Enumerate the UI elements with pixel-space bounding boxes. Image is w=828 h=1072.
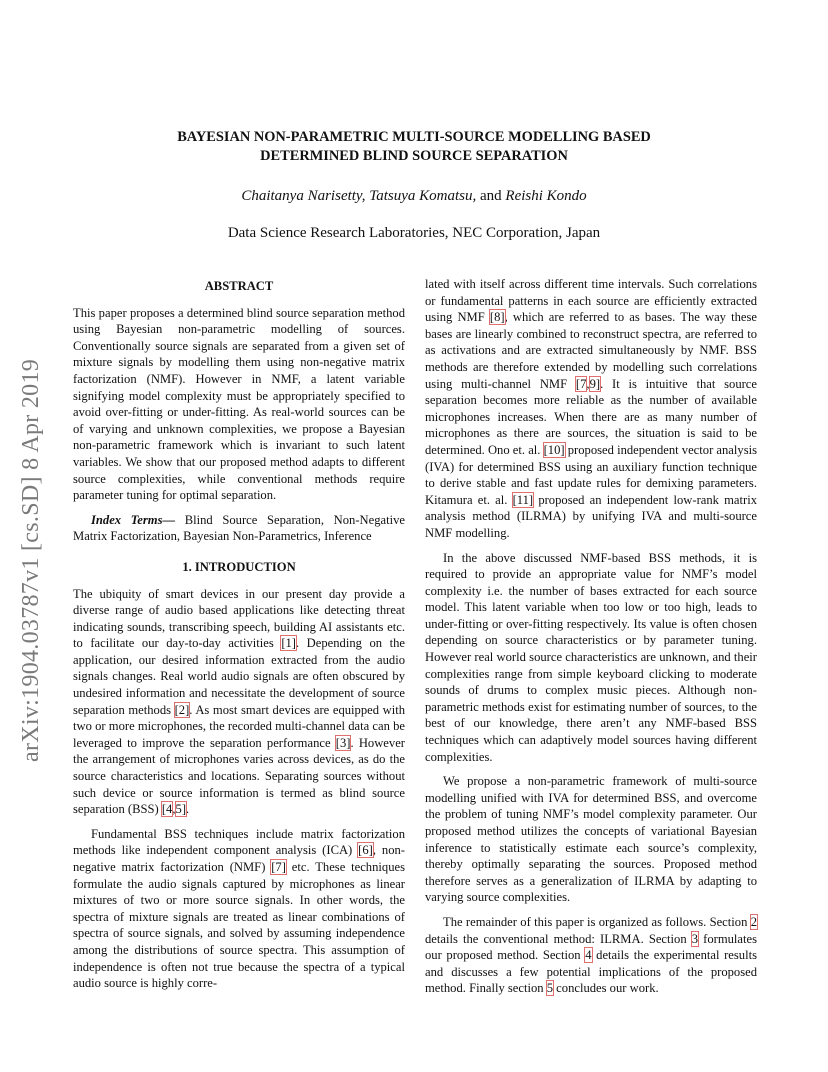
affiliation: Data Science Research Laboratories, NEC Corporation, Japan	[227, 225, 601, 241]
section-link[interactable]: 4	[585, 948, 592, 963]
citation-link[interactable]: [2]	[174, 702, 190, 717]
author-conjunction: and	[476, 188, 506, 204]
intro-paragraph-2: Fundamental BSS techniques include matrix factorization methods like independent component analysis (ICA) [6], non-negative matrix factorization (NMF) [7] etc. These techniques formulate the audio signals captured by microphones as linear mixtures of two or more source signals. In other words, the spectra of mixture signals are treated as linear combinations of spectra of source signals, and solved by assuming independence among the distributions of source spectra. This assumption of independence is often not true because the spectra of a typical audio source is highly corre-	[73, 826, 405, 991]
intro-heading: 1. INTRODUCTION	[182, 559, 296, 574]
index-terms-text: Blind Source Separation, Non-Negative Matrix Factorization, Bayesian Non-Parametrics, Inference	[73, 512, 405, 544]
intro-paragraph-1: The ubiquity of smart devices in our present day provide a diverse range of audio based applications like detecting threat indicating sounds, transcribing speech, building AI assistants etc. to facilitate our day-to-day activities [1]. Depending on the application, our desired information extracted from the audio signals changes. Real world audio signals are often obscured by undesired information and necessitate the development of source separation methods [2]. As most smart devices are equipped with two or more microphones, the recorded multi-channel data can be leveraged to improve the separation performance [3]. However the arrangement of microphones varies across devices, as do the source characteristics and locations. Separating sources without such device or source information is termed as blind source separation (BSS) [4,5].	[73, 586, 405, 817]
intro-paragraph-6: The remainder of this paper is organized as follows. Section 2 details the conventional method: ILRMA. Section 3 formulates our proposed method. Section 4 details the experimental results and discusses a few potential implications of the proposed method. Finally section 5 concludes our work.	[425, 914, 757, 996]
paper-title	[110, 128, 718, 166]
left-column	[73, 278, 405, 992]
intro-paragraph-4: In the above discussed NMF-based BSS methods, it is required to provide an appropriate value for NMF’s model complexity i.e. the number of bases extracted for each source model. This latent variable when too low or too high, leads to under-fitting or over-fitting respectively. Its value is often chosen depending on source characteristics or by parameter tuning. However real world source characteristics are unknown, and their complexities range from simple keyboard clicking to moderate sounds of drums to complex music pieces. Although non-parametric methods exist for estimating number of sources, to the best of our knowledge, there aren’t any NMF-based BSS techniques which can adaptively model sources having different complexities.	[425, 550, 757, 764]
author-name-2: Reishi Kondo	[505, 188, 587, 204]
citation-link[interactable]: [1]	[281, 636, 296, 651]
citation-link[interactable]: [4	[161, 802, 173, 817]
right-column	[425, 276, 757, 997]
intro-paragraph-3: lated with itself across different time intervals. Such correlations or fundamental patterns in each source are efficiently extracted using NMF [8], which are referred to as bases. The way these bases are linearly combined to reconstruct spectra, are referred to as activations and are extracted simultaneously by NMF. BSS methods are therefore extended by modelling such correlations using multi-channel NMF [7,9]. It is intuitive that source separation becomes more reliable as the number of available microphones increases. When there are as many number of microphones as there are sources, the situation is said to be determined. Ono et. al. [10] proposed independent vector analysis (IVA) for determined BSS using an auxiliary function technique to derive stable and fast update rules for demixing parameters. Kitamura et. al. [11] proposed an independent low-rank matrix analysis method (ILRMA) by unifying IVA and multi-source NMF modelling.	[425, 277, 758, 540]
abstract-heading: ABSTRACT	[204, 279, 274, 293]
section-link[interactable]: 5	[546, 981, 554, 996]
title-line-1: BAYESIAN NON-PARAMETRIC MULTI-SOURCE MODELLING BASED	[177, 129, 651, 145]
title-line-2: DETERMINED BLIND SOURCE SEPARATION	[260, 148, 568, 164]
author-list	[110, 188, 718, 205]
index-terms-label: Index Terms—	[91, 512, 176, 527]
citation-link[interactable]: [3]	[335, 735, 351, 750]
citation-link[interactable]: [7	[575, 376, 587, 391]
abstract-text: This paper proposes a determined blind source separation method using Bayesian non-parametric modelling of sources. Conventionally source signals are separated from a given set of mixture signals by modelling them using non-negative matrix factorization (NMF). However in NMF, a latent variable signifying model complexity must be appropriately specified to avoid over-fitting or under-fitting. As real-world sources can be of varying and unknown complexities, we propose a Bayesian non-parametric framework which is invariant to such latent variables. We show that our proposed method adapts to different source complexities, while conventional methods require parameter tuning for optimal separation.	[73, 305, 405, 503]
arxiv-identifier: arXiv:1904.03787v1 [cs.SD] 8 Apr 2019	[18, 358, 44, 762]
section-link[interactable]: 2	[750, 914, 757, 929]
intro-paragraph-5: We propose a non-parametric framework of multi-source modelling unified with IVA for determined BSS, and overcome the problem of tuning NMF’s model complexity parameter. Our proposed method utilizes the concepts of variational Bayesian inference to statistically estimate each source’s complexity, thereby optimally separating the sources. Proposed method therefore serves as a generalization of ILRMA by adapting to varying source complexities.	[425, 774, 757, 905]
citation-link[interactable]: [10]	[543, 442, 565, 457]
author-names-1: Chaitanya Narisetty, Tatsuya Komatsu,	[241, 188, 477, 204]
citation-link[interactable]: [6]	[358, 843, 373, 858]
citation-link[interactable]: 9]	[589, 376, 601, 391]
citation-link[interactable]: [7]	[271, 860, 286, 874]
section-link[interactable]: 3	[691, 931, 699, 946]
citation-link[interactable]: 5]	[175, 802, 187, 817]
citation-link[interactable]: [8]	[489, 310, 505, 325]
citation-link[interactable]: [11]	[512, 492, 534, 507]
index-terms	[73, 512, 405, 545]
